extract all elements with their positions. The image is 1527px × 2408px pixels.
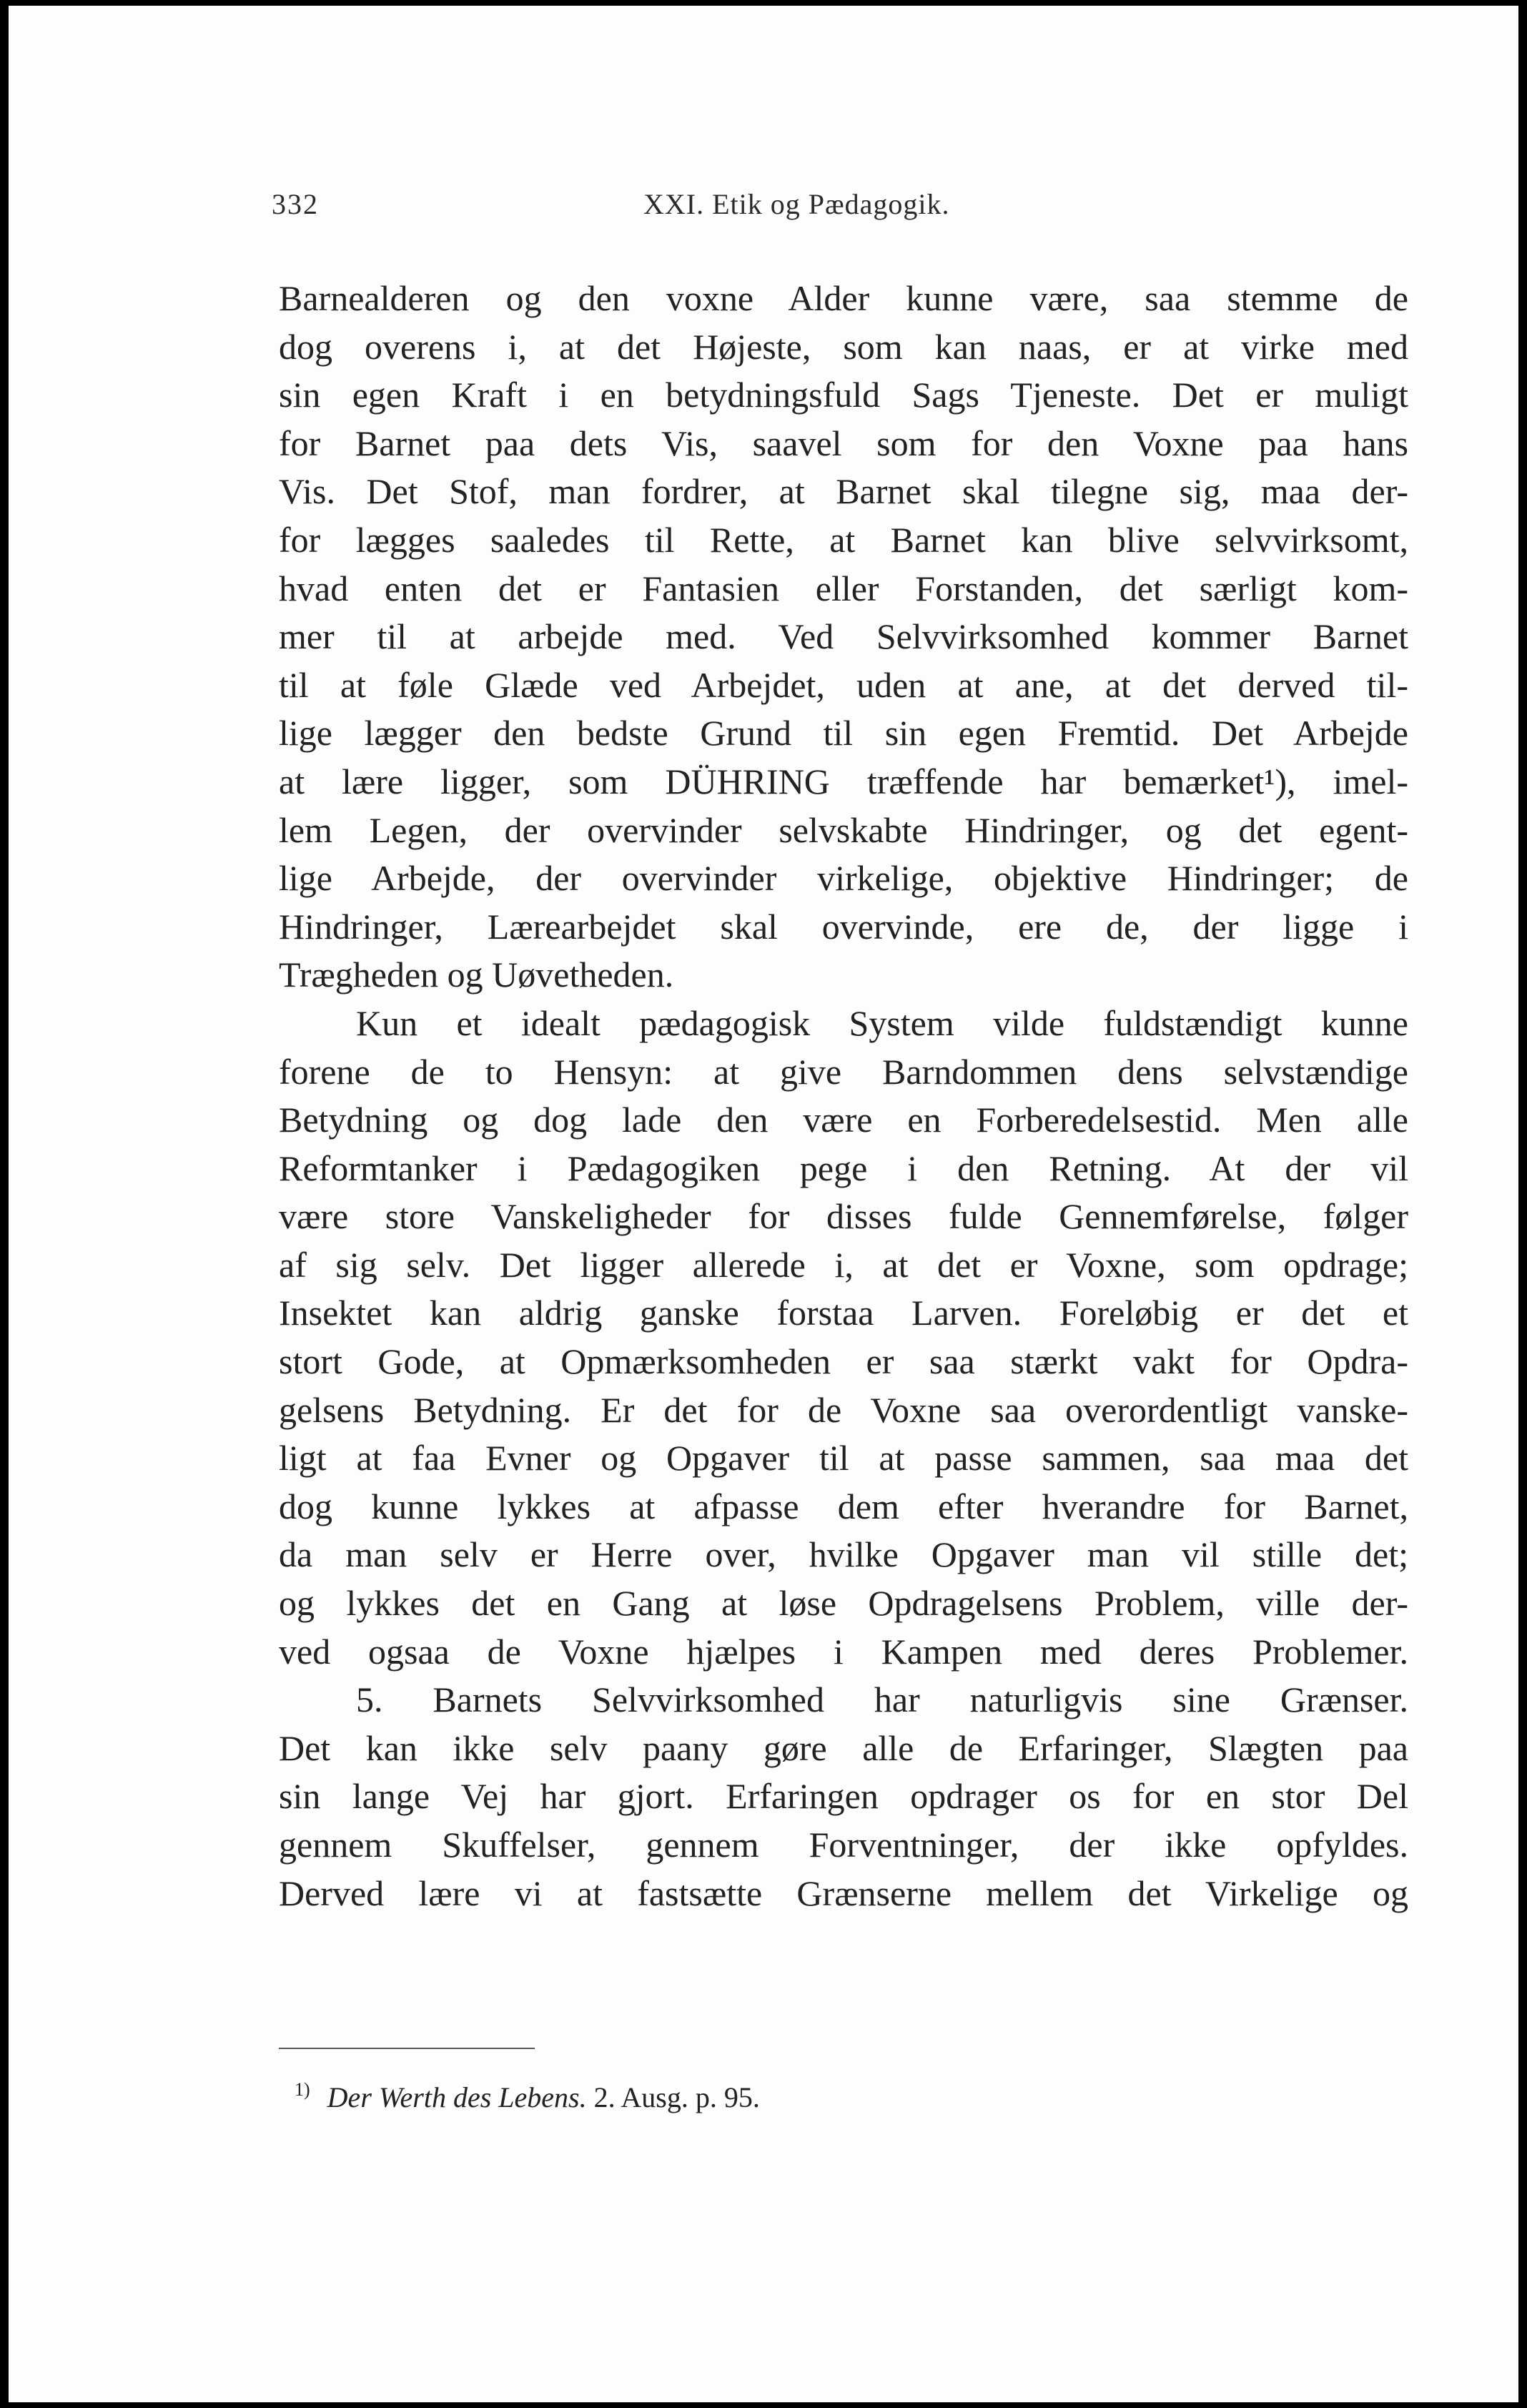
- text-line: lem Legen, der overvinder selvskabte Hindringer, og det egent-: [279, 809, 1408, 850]
- paragraph-last-line: Trægheden og Uøvetheden.: [279, 954, 674, 995]
- text-line: ligt at faa Evner og Opgaver til at passe sammen, saa maa det: [279, 1438, 1408, 1479]
- text-line: lige Arbejde, der overvinder virkelige, objektive Hindringer; de: [279, 858, 1408, 899]
- text-line: forene de to Hensyn: at give Barndommen dens selvstændige: [279, 1051, 1408, 1092]
- text-line: Det kan ikke selv paany gøre alle de Erfaringer, Slægten paa: [279, 1727, 1408, 1768]
- text-line: at lære ligger, som DÜHRING træffende har bemærket¹), imel-: [279, 761, 1408, 801]
- text-line: lige lægger den bedste Grund til sin egen Fremtid. Det Arbejde: [279, 713, 1408, 754]
- text-line: gennem Skuffelser, gennem Forventninger, der ikke opfyldes.: [279, 1825, 1408, 1865]
- footnote: [295, 2079, 760, 2114]
- footnote-edition: 2. Ausg. p. 95.: [593, 2081, 760, 2113]
- footnote-marker: 1): [295, 2079, 310, 2100]
- text-line: Hindringer, Lærearbejdet skal overvinde, ere de, der ligge i: [279, 906, 1408, 947]
- text-line: da man selv er Herre over, hvilke Opgaver man vil stille det;: [279, 1534, 1408, 1575]
- body-text: [279, 275, 1408, 1918]
- text-line: ved ogsaa de Voxne hjælpes i Kampen med deres Problemer.: [279, 1631, 1408, 1672]
- paragraph-first-line: Kun et idealt pædagogisk System vilde fuldstændigt kunne: [356, 1002, 1408, 1043]
- text-line: Reformtanker i Pædagogiken pege i den Retning. At der vil: [279, 1148, 1408, 1188]
- text-line: gelsens Betydning. Er det for de Voxne saa overordentligt vanske-: [279, 1389, 1408, 1430]
- page-header: [9, 187, 1518, 230]
- text-line: Insektet kan aldrig ganske forstaa Larven. Foreløbig er det et: [279, 1293, 1408, 1333]
- text-line: for lægges saaledes til Rette, at Barnet kan blive selvvirksomt,: [279, 519, 1408, 560]
- text-line: til at føle Glæde ved Arbejdet, uden at ane, at det derved til-: [279, 664, 1408, 705]
- text-line: Derved lære vi at fastsætte Grænserne mellem det Virkelige og: [279, 1872, 1408, 1913]
- section-5-first-line: 5. Barnets Selvvirksomhed har naturligvis sine Grænser.: [356, 1679, 1408, 1720]
- text-line: Barnealderen og den voxne Alder kunne være, saa stemme de: [279, 278, 1408, 318]
- footnote-divider: [279, 2048, 535, 2049]
- text-line: af sig selv. Det ligger allerede i, at det er Voxne, som opdrage;: [279, 1244, 1408, 1285]
- text-line: stort Gode, at Opmærksomheden er saa stærkt vakt for Opdra-: [279, 1341, 1408, 1382]
- text-line: sin egen Kraft i en betydningsfuld Sags Tjeneste. Det er muligt: [279, 375, 1408, 415]
- text-line: Vis. Det Stof, man fordrer, at Barnet skal tilegne sig, maa der-: [279, 471, 1408, 512]
- text-line: dog overens i, at det Højeste, som kan naas, er at virke med: [279, 326, 1408, 367]
- footnote-work-title: Der Werth des Lebens.: [327, 2081, 587, 2113]
- text-line: Betydning og dog lade den være en Forberedelsestid. Men alle: [279, 1100, 1408, 1140]
- text-line: være store Vanskeligheder for disses fulde Gennemførelse, følger: [279, 1196, 1408, 1237]
- text-line: for Barnet paa dets Vis, saavel som for den Voxne paa hans: [279, 423, 1408, 463]
- book-page: [9, 6, 1518, 2402]
- text-line: hvad enten det er Fantasien eller Forstanden, det særligt kom-: [279, 568, 1408, 608]
- text-line: og lykkes det en Gang at løse Opdragelsens Problem, ville der-: [279, 1583, 1408, 1624]
- text-line: sin lange Vej har gjort. Erfaringen opdrager os for en stor Del: [279, 1776, 1408, 1817]
- running-title: XXI. Etik og Pædagogik.: [643, 188, 950, 220]
- page-number: 332: [272, 188, 319, 220]
- text-line: dog kunne lykkes at afpasse dem efter hverandre for Barnet,: [279, 1486, 1408, 1526]
- text-line: mer til at arbejde med. Ved Selvvirksomhed kommer Barnet: [279, 616, 1408, 657]
